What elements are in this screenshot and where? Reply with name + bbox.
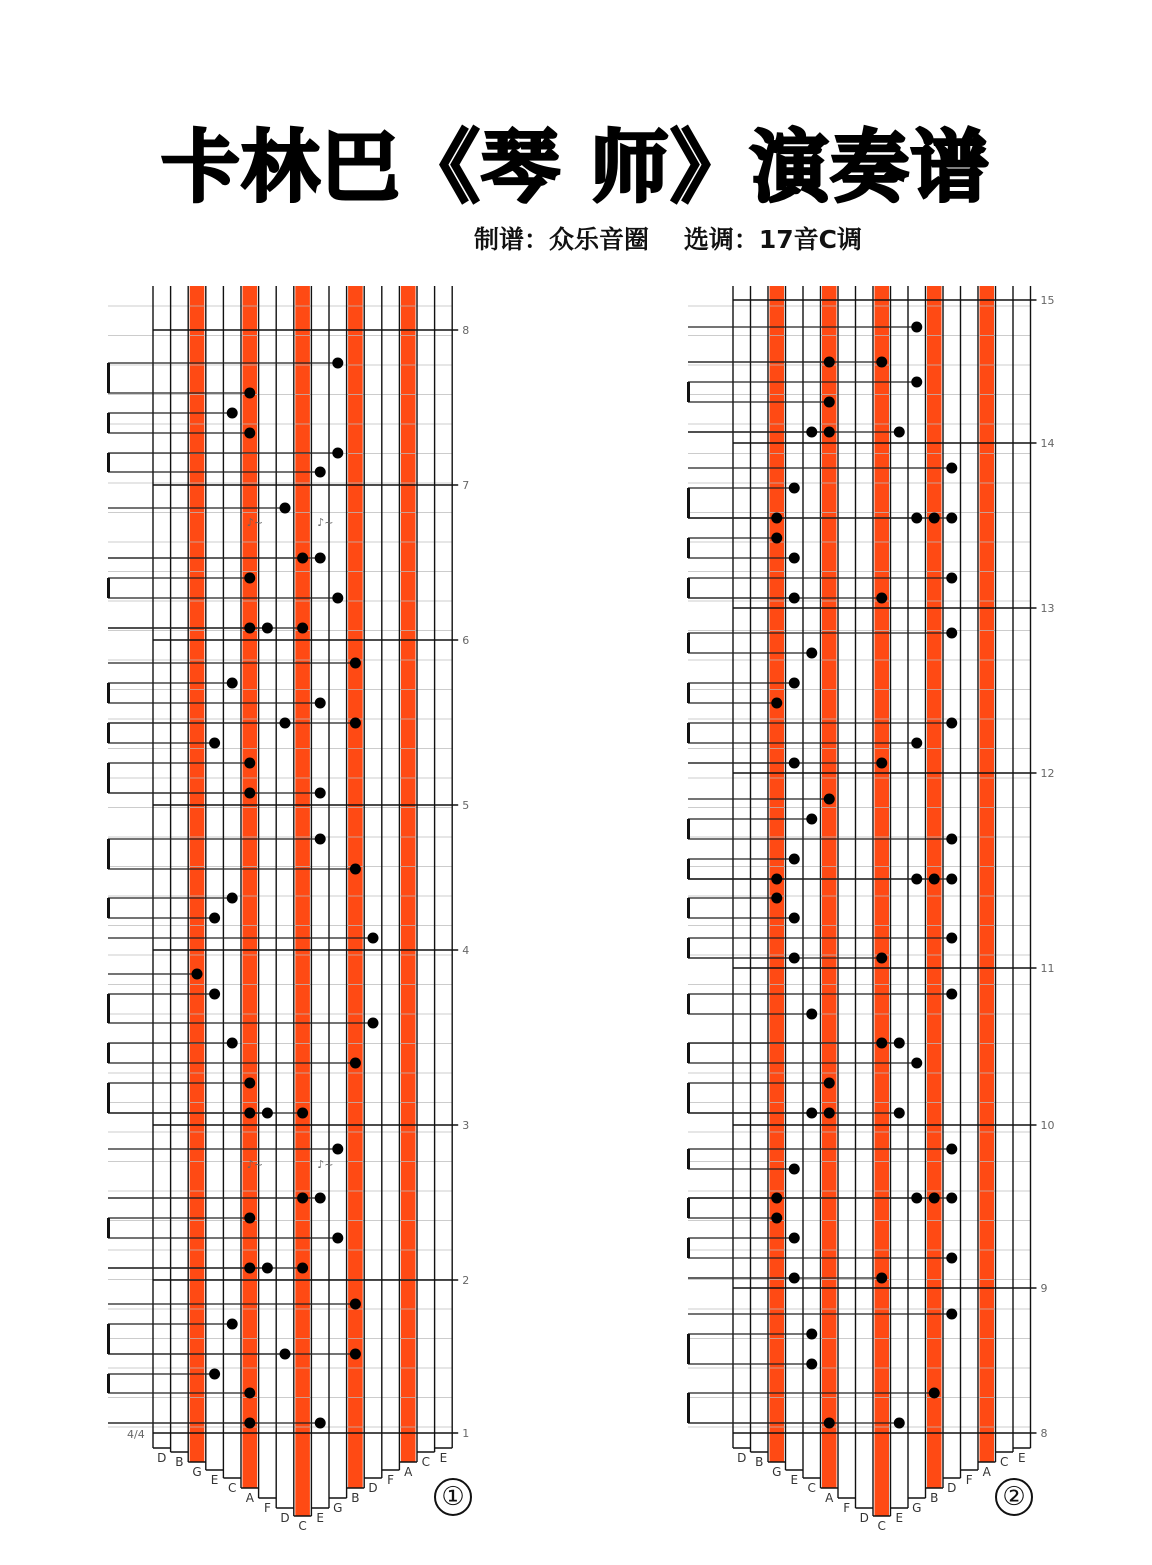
note-dot xyxy=(789,483,800,494)
arranger-and-key-info: 制谱：众乐音圈 选调：17音C调 xyxy=(474,225,862,254)
measure-number: 5 xyxy=(462,799,470,812)
note-dot xyxy=(876,953,887,964)
key-label: E xyxy=(316,1511,324,1525)
key-label: G xyxy=(772,1465,782,1479)
note-dot xyxy=(789,553,800,564)
note-dot xyxy=(771,533,782,544)
note-dot xyxy=(771,513,782,524)
key-label: F xyxy=(843,1501,851,1515)
note-dot xyxy=(789,854,800,865)
note-dot xyxy=(824,357,835,368)
note-dot xyxy=(806,427,817,438)
key-label: B xyxy=(351,1491,360,1505)
note-dot xyxy=(946,933,957,944)
page-number-2: ② xyxy=(995,1478,1033,1516)
key-label: C xyxy=(807,1481,816,1495)
page-number-1: ① xyxy=(434,1478,472,1516)
key-label: E xyxy=(1017,1451,1026,1465)
highlight-tine-bar xyxy=(927,286,942,1488)
measure-number: 10 xyxy=(1040,1119,1055,1132)
note-dot xyxy=(894,1418,905,1429)
highlight-tine-bar xyxy=(822,286,837,1488)
note-dot xyxy=(789,1233,800,1244)
note-dot xyxy=(824,427,835,438)
rhythm-bracket xyxy=(687,1149,690,1169)
rhythm-bracket xyxy=(687,994,690,1014)
measure-number: 11 xyxy=(1040,962,1055,975)
note-dot xyxy=(771,874,782,885)
note-dot xyxy=(946,874,957,885)
key-label: D xyxy=(859,1511,869,1525)
highlight-tine-bar xyxy=(875,286,890,1516)
measure-number: 7 xyxy=(462,479,470,492)
note-dot xyxy=(911,1058,922,1069)
key-label: C xyxy=(228,1481,237,1495)
measure-number: 14 xyxy=(1040,437,1055,450)
key-label: D xyxy=(737,1451,747,1465)
note-dot xyxy=(946,1144,957,1155)
rhythm-bracket xyxy=(687,683,690,703)
note-dot xyxy=(946,989,957,1000)
key-label: G xyxy=(912,1501,922,1515)
measure-number: 13 xyxy=(1040,602,1055,615)
rhythm-bracket xyxy=(687,859,690,879)
note-dot xyxy=(946,573,957,584)
note-dot xyxy=(806,648,817,659)
note-dot xyxy=(911,874,922,885)
note-dot xyxy=(894,427,905,438)
note-dot xyxy=(911,322,922,333)
note-dot xyxy=(946,1193,957,1204)
key-label: A xyxy=(982,1465,991,1479)
key-label: E xyxy=(790,1473,799,1487)
measure-number: 4 xyxy=(462,944,470,957)
rhythm-bracket xyxy=(687,1083,690,1113)
note-dot xyxy=(806,1329,817,1340)
note-dot xyxy=(771,698,782,709)
key-label: B xyxy=(755,1455,764,1469)
note-dot xyxy=(876,758,887,769)
glide-icon: ♪~ xyxy=(317,1158,334,1171)
note-dot xyxy=(771,1213,782,1224)
note-dot xyxy=(946,718,957,729)
measure-number: 15 xyxy=(1040,294,1055,307)
note-dot xyxy=(771,893,782,904)
key-label: C xyxy=(421,1455,430,1469)
rhythm-bracket xyxy=(687,488,690,518)
rhythm-bracket xyxy=(687,723,690,743)
note-dot xyxy=(929,1388,940,1399)
note-dot xyxy=(911,377,922,388)
rhythm-bracket xyxy=(687,1334,690,1364)
note-dot xyxy=(911,738,922,749)
note-dot xyxy=(946,1309,957,1320)
highlight-tine-bar xyxy=(980,286,995,1462)
note-dot xyxy=(929,513,940,524)
rhythm-bracket xyxy=(687,1198,690,1218)
measure-number: 9 xyxy=(1040,1282,1048,1295)
note-dot xyxy=(789,913,800,924)
key-label: B xyxy=(175,1455,184,1469)
key-label: A xyxy=(245,1491,254,1505)
note-dot xyxy=(824,397,835,408)
note-dot xyxy=(946,1253,957,1264)
key-label: D xyxy=(157,1451,167,1465)
key-label: G xyxy=(192,1465,202,1479)
note-dot xyxy=(806,1359,817,1370)
glide-icon: ♪~ xyxy=(317,516,334,529)
rhythm-bracket xyxy=(687,938,690,958)
key-label: E xyxy=(895,1511,904,1525)
note-dot xyxy=(946,628,957,639)
note-dot xyxy=(789,678,800,689)
note-dot xyxy=(911,1193,922,1204)
note-dot xyxy=(946,513,957,524)
note-dot xyxy=(824,1078,835,1089)
note-dot xyxy=(789,1164,800,1175)
measure-number: 1 xyxy=(462,1427,470,1440)
rhythm-bracket xyxy=(687,1043,690,1063)
key-label: C xyxy=(1000,1455,1009,1469)
note-dot xyxy=(929,874,940,885)
note-dot xyxy=(929,1193,940,1204)
key-label: C xyxy=(298,1519,307,1533)
rhythm-bracket xyxy=(687,819,690,839)
key-label: A xyxy=(825,1491,834,1505)
note-dot xyxy=(946,834,957,845)
note-dot xyxy=(824,1418,835,1429)
note-dot xyxy=(946,463,957,474)
key-label: A xyxy=(404,1465,413,1479)
key-label: D xyxy=(368,1481,378,1495)
measure-number: 12 xyxy=(1040,767,1055,780)
rhythm-bracket xyxy=(687,633,690,653)
measure-number: 3 xyxy=(462,1119,470,1132)
rhythm-bracket xyxy=(687,578,690,598)
key-label: C xyxy=(877,1519,886,1533)
key-label: D xyxy=(280,1511,290,1525)
note-dot xyxy=(789,1273,800,1284)
key-label: B xyxy=(930,1491,939,1505)
rhythm-bracket xyxy=(687,898,690,918)
measure-number: 8 xyxy=(1040,1427,1048,1440)
note-dot xyxy=(771,1193,782,1204)
note-dot xyxy=(876,593,887,604)
measure-number: 2 xyxy=(462,1274,470,1287)
note-dot xyxy=(806,814,817,825)
key-label: F xyxy=(965,1473,973,1487)
note-dot xyxy=(876,1038,887,1049)
note-dot xyxy=(894,1038,905,1049)
note-dot xyxy=(806,1108,817,1119)
key-label: E xyxy=(210,1473,219,1487)
rhythm-bracket xyxy=(687,1238,690,1258)
measure-number: 6 xyxy=(462,634,470,647)
key-label: F xyxy=(263,1501,271,1515)
time-signature: 4/4 xyxy=(127,1428,145,1441)
note-dot xyxy=(824,1108,835,1119)
measure-number: 8 xyxy=(462,324,470,337)
note-dot xyxy=(824,794,835,805)
rhythm-bracket xyxy=(687,1393,690,1423)
glide-icon: ♪~ xyxy=(246,1158,264,1171)
note-dot xyxy=(911,513,922,524)
key-label: E xyxy=(439,1451,448,1465)
note-dot xyxy=(789,758,800,769)
key-label: G xyxy=(333,1501,343,1515)
note-dot xyxy=(789,593,800,604)
note-dot xyxy=(789,953,800,964)
rhythm-bracket xyxy=(687,538,690,558)
note-dot xyxy=(876,1273,887,1284)
rhythm-bracket xyxy=(687,382,690,402)
glide-icon: ♪~ xyxy=(246,516,264,529)
page-title: 卡林巴《琴 师》演奏谱 xyxy=(161,123,991,213)
note-dot xyxy=(894,1108,905,1119)
key-label: F xyxy=(387,1473,395,1487)
note-dot xyxy=(876,357,887,368)
note-dot xyxy=(806,1009,817,1020)
key-label: D xyxy=(947,1481,957,1495)
